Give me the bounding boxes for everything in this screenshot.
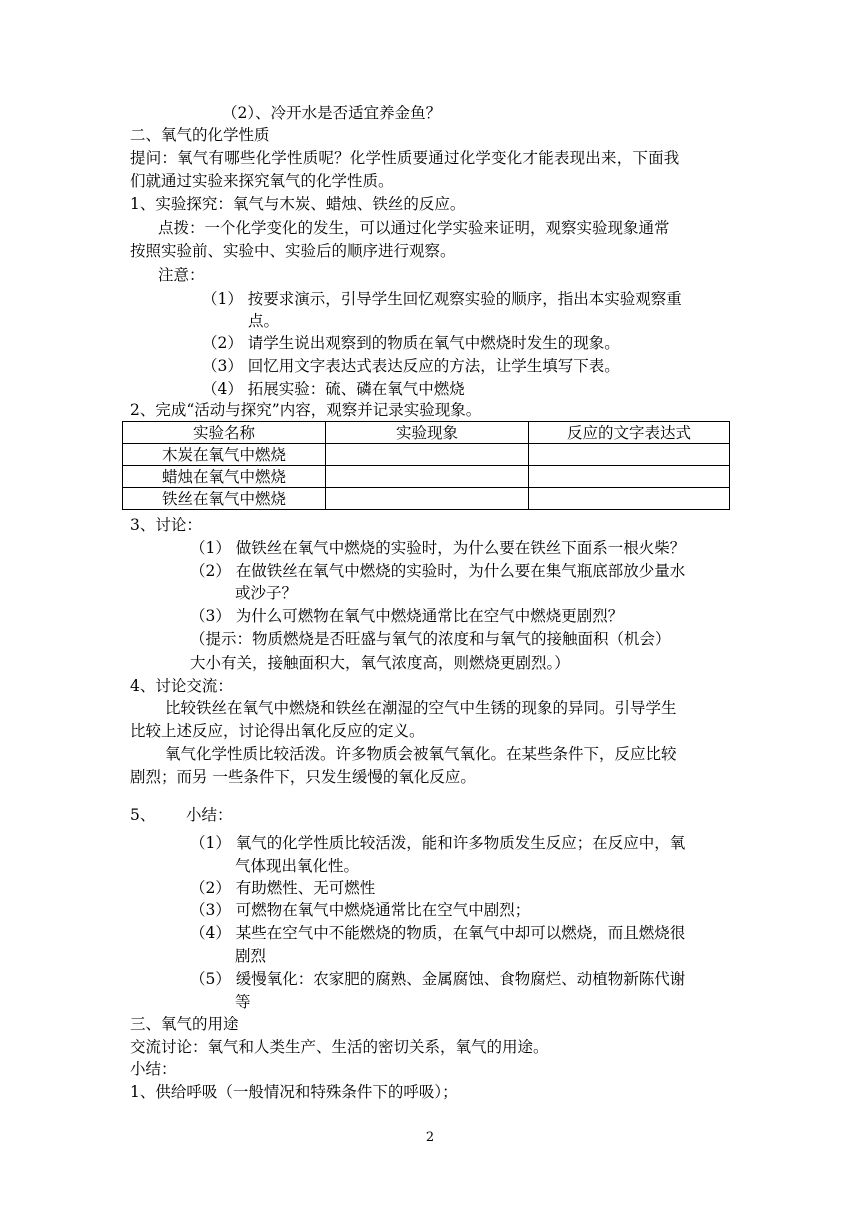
text-line: 大小有关，接触面积大，氧气浓度高，则燃烧更剧烈。） — [190, 654, 570, 672]
list-item: （3） 可燃物在氧气中燃烧通常比在空气中剧烈； — [190, 901, 531, 919]
list-item: （3） 回忆用文字表达式表达反应的方法，让学生填写下表。 — [202, 357, 620, 375]
text-line: 剧烈 — [235, 947, 267, 965]
table-cell: 木炭在氧气中燃烧 — [123, 444, 326, 466]
section-heading: 三、氧气的用途 — [130, 1015, 239, 1033]
list-item: （1） 做铁丝在氧气中燃烧的实验时，为什么要在铁丝下面系一根火柴？ — [190, 539, 686, 557]
text-line: 剧烈；而另 一些条件下，只发生缓慢的氧化反应。 — [130, 768, 476, 786]
table-header: 实验现象 — [326, 422, 529, 444]
text-line: 注意： — [158, 266, 205, 284]
text-line: 或沙子？ — [235, 584, 298, 602]
text-line: 点。 — [248, 312, 280, 330]
text-line: 比较上述反应，讨论得出氧化反应的定义。 — [130, 722, 425, 740]
text-line: 按照实验前、实验中、实验后的顺序进行观察。 — [130, 242, 456, 260]
text-line: 小结： — [186, 806, 233, 824]
table-cell — [326, 466, 529, 488]
text-line: 2、完成“活动与探究”内容，观察并记录实验现象。 — [130, 401, 482, 419]
text-line: 4、讨论交流： — [130, 677, 233, 695]
list-item: （3） 为什么可燃物在氧气中燃烧通常比在空气中燃烧更剧烈？ — [190, 607, 624, 625]
text-line: （2）、冷开水是否适宜养金鱼？ — [222, 104, 442, 122]
table-cell — [529, 466, 730, 488]
text-line: 们就通过实验来探究氧气的化学性质。 — [130, 172, 394, 190]
text-line: 比较铁丝在氧气中燃烧和铁丝在潮湿的空气中生锈的现象的异同。引导学生 — [165, 699, 677, 717]
text-line: 气体现出氧化性。 — [235, 857, 360, 875]
text-line: 提问：氧气有哪些化学性质呢？化学性质要通过化学变化才能表现出来，下面我 — [130, 149, 680, 167]
text-line: 1、实验探究：氧气与木炭、蜡烛、铁丝的反应。 — [130, 195, 466, 213]
list-item: （1） 按要求演示，引导学生回忆观察实验的顺序，指出本实验观察重 — [202, 290, 682, 308]
page-number: 2 — [425, 1130, 435, 1145]
table-header: 反应的文字表达式 — [529, 422, 730, 444]
table-cell: 铁丝在氧气中燃烧 — [123, 488, 326, 510]
text-line: 点拨：一个化学变化的发生，可以通过化学实验来证明，观察实验现象通常 — [158, 219, 670, 237]
list-item: （2） 请学生说出观察到的物质在氧气中燃烧时发生的现象。 — [202, 334, 620, 352]
table-cell — [529, 444, 730, 466]
text-line: 3、讨论： — [130, 516, 202, 534]
list-item: （2） 有助燃性、无可燃性 — [190, 879, 376, 897]
text-line: 1、供给呼吸（一般情况和特殊条件下的呼吸）； — [130, 1083, 458, 1101]
table-cell — [326, 488, 529, 510]
list-item: （2） 在做铁丝在氧气中燃烧的实验时，为什么要在集气瓶底部放少量水 — [190, 562, 686, 580]
table-cell — [529, 488, 730, 510]
text-line: 小结： — [130, 1060, 177, 1078]
table-row — [123, 488, 730, 510]
table-cell — [326, 444, 529, 466]
table-row — [123, 466, 730, 488]
text-line: 等 — [235, 993, 251, 1011]
text-line: （提示：物质燃烧是否旺盛与氧气的浓度和与氧气的接触面积（机会） — [190, 630, 671, 648]
section-heading: 二、氧气的化学性质 — [130, 126, 270, 144]
table-header: 实验名称 — [123, 422, 326, 444]
table-row — [123, 444, 730, 466]
list-item: （4） 拓展实验：硫、磷在氧气中燃烧 — [202, 380, 465, 398]
text-line: 交流讨论：氧气和人类生产、生活的密切关系，氧气的用途。 — [130, 1038, 549, 1056]
text-line: 氧气化学性质比较活泼。许多物质会被氧气氧化。在某些条件下，反应比较 — [165, 745, 677, 763]
list-number: 5、 — [130, 806, 156, 824]
experiment-table — [122, 421, 730, 510]
table-cell: 蜡烛在氧气中燃烧 — [123, 466, 326, 488]
list-item: （4） 某些在空气中不能燃烧的物质，在氧气中却可以燃烧，而且燃烧很 — [190, 924, 686, 942]
list-item: （5） 缓慢氧化：农家肥的腐熟、金属腐蚀、食物腐烂、动植物新陈代谢 — [190, 970, 686, 988]
list-item: （1） 氧气的化学性质比较活泼，能和许多物质发生反应；在反应中，氧 — [190, 834, 686, 852]
table-header-row — [123, 422, 730, 444]
